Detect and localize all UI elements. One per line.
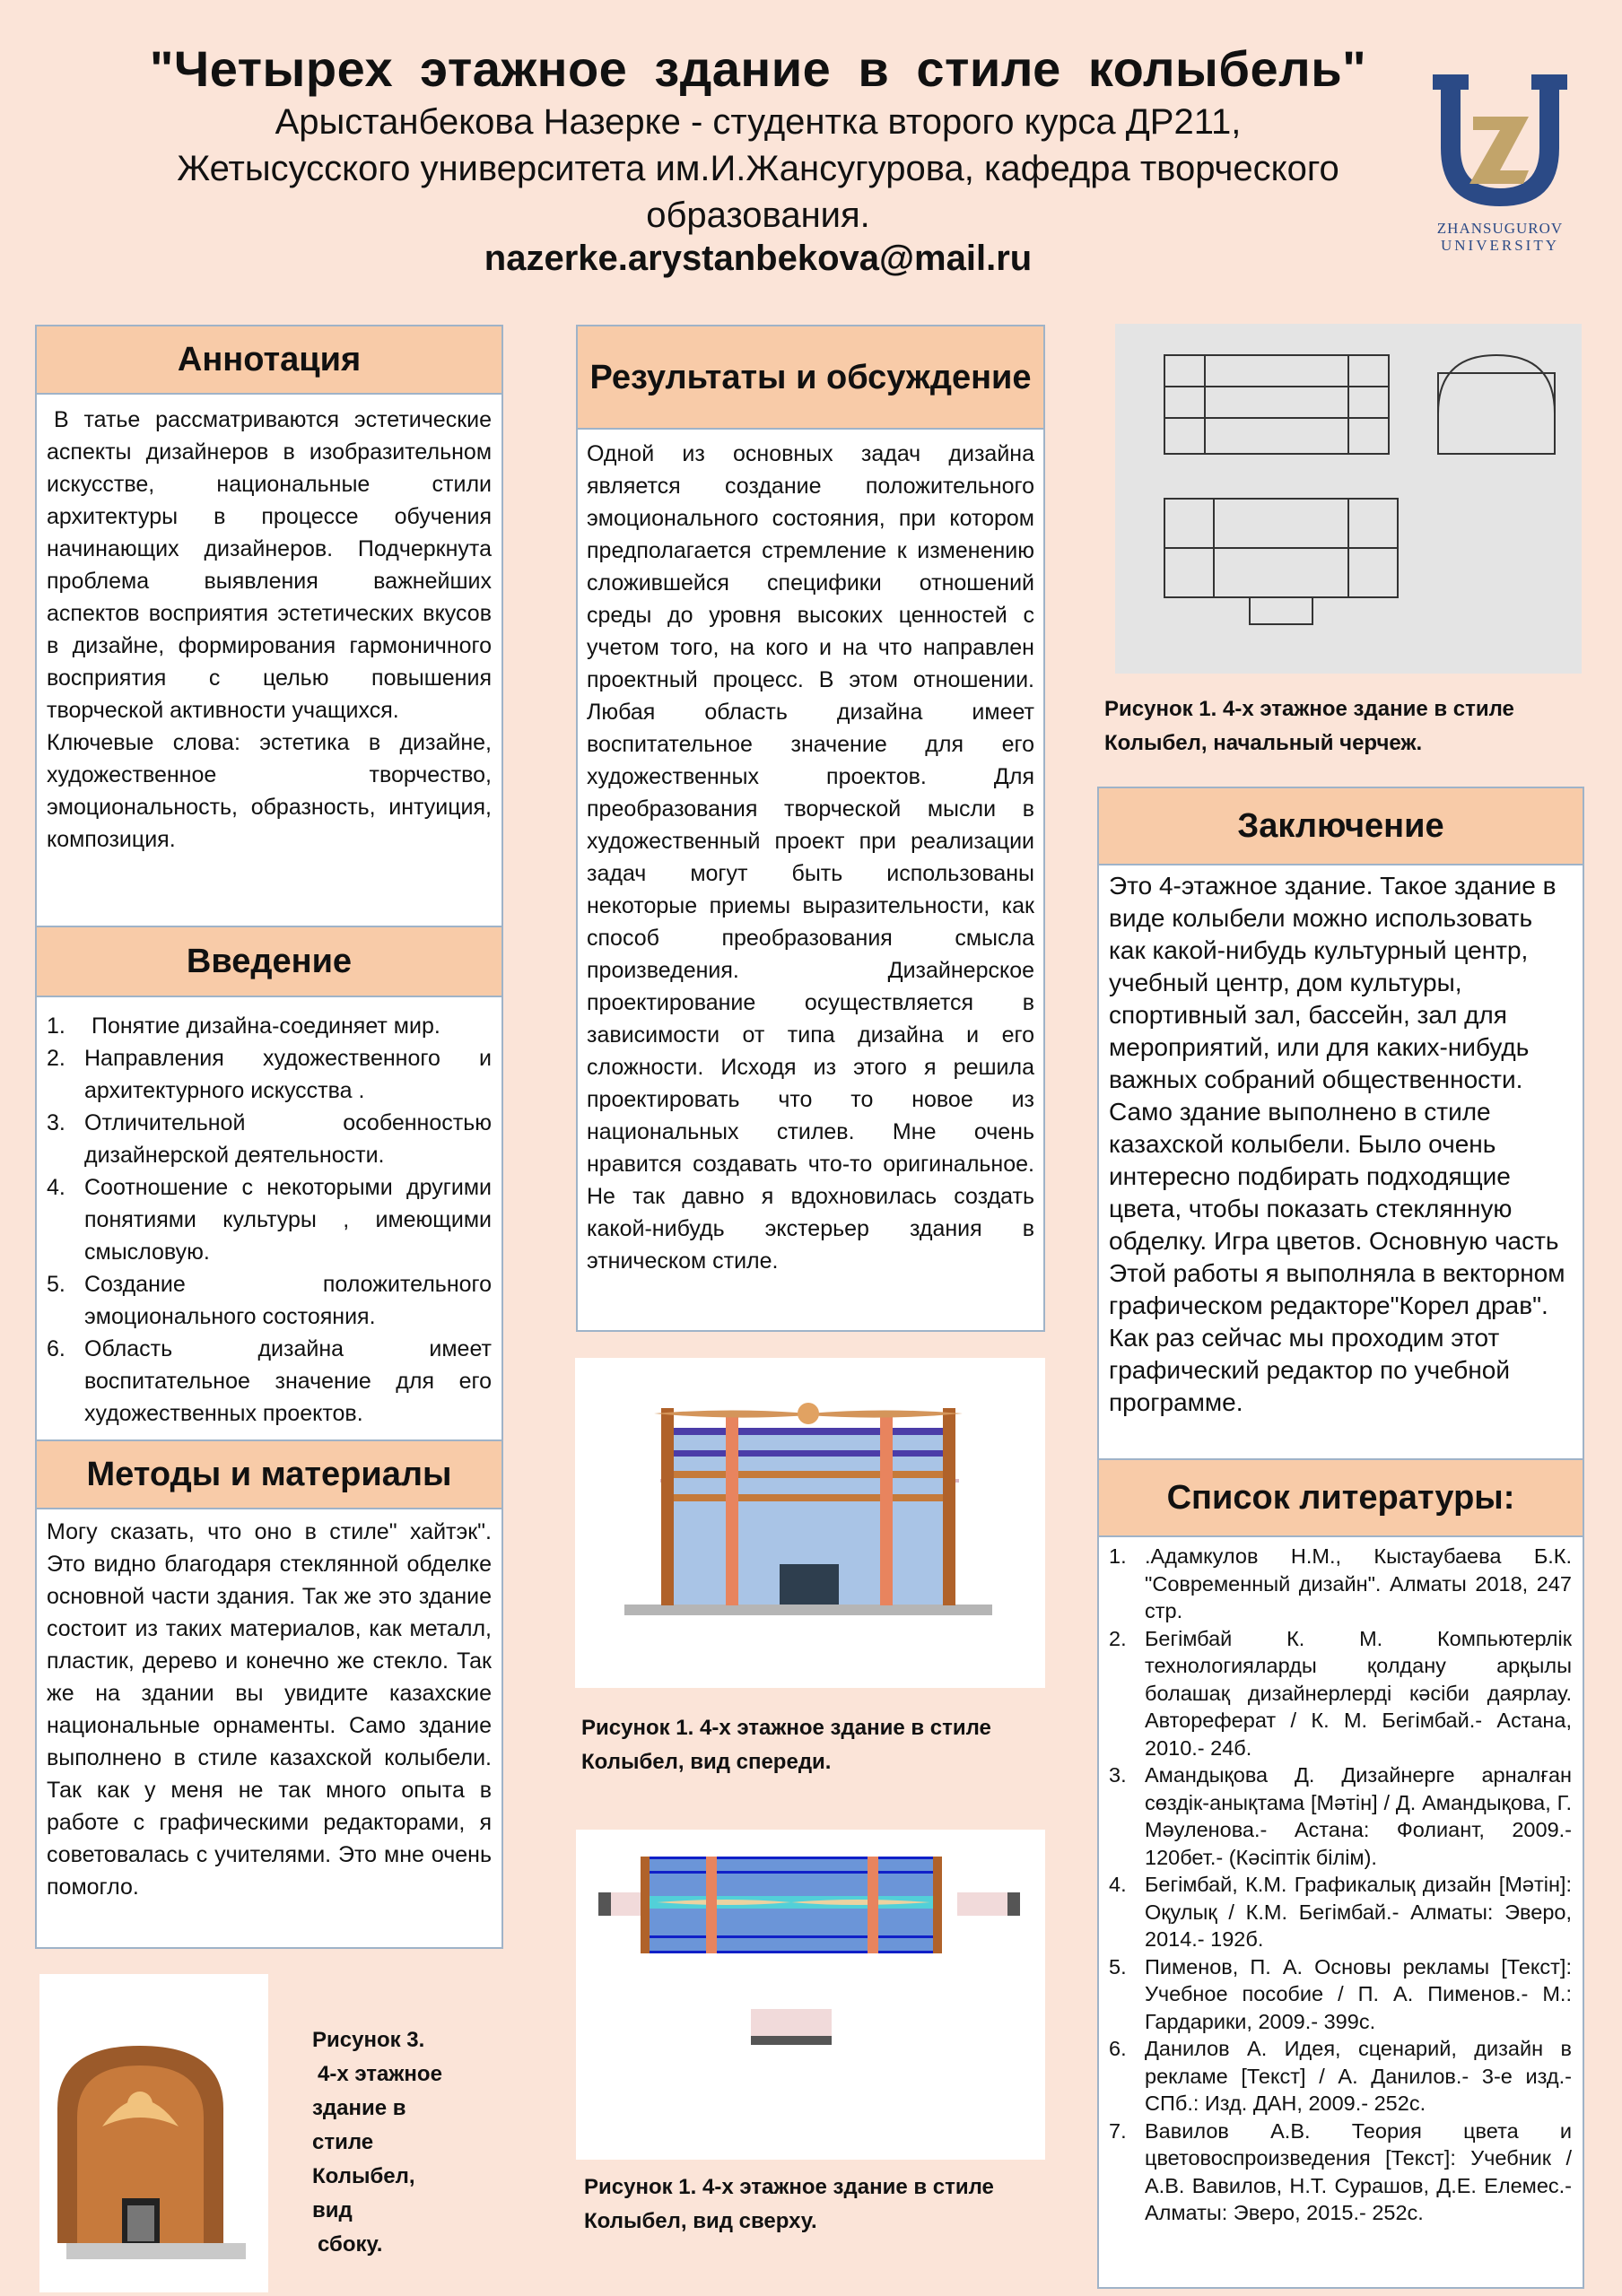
introduction-list xyxy=(47,1010,492,1430)
introduction-header: Введение xyxy=(35,926,503,997)
results-text: Одной из основных задач дизайна является создание положительного эмоционального состояния, при котором предполагается стремление к изменению сложившейся специфики отношений среды до уровня высоких ценностей с учетом того, на кого и на что направлен проектный процесс. В этом отношении. Любая область дизайна имеет воспитательное значение для его художественных проектов. Для преобразования творческой мысли в художественный проект при реализации задач могут быть использованы некоторые приемы выразительности, как способ преобразования смысла произведения. Дизайнерское проектирование осуществляется в зависимости от типа дизайна и его сложности. Исходя из этого я решила проектировать что то новое из национальных стилев. Мне очень нравится создавать что-то оригинальное. Не так давно я вдохновилась создать какой-нибудь экстерьер здания в этническом стиле. xyxy=(587,441,1034,1274)
reference-item: 7. Вавилов А.В. Теория цвета и цветовоспроизведения [Текст]: Учебник / А.В. Вавилов, Н.Т. Сурашов, Д.Е. Елемес.- Алматы: Эверо, 2015.- 252с. xyxy=(1109,2118,1572,2224)
figure-front-view xyxy=(575,1358,1045,1688)
list-item: 5. Создание положительного эмоционального состояния. xyxy=(47,1272,492,1329)
reference-item: 3. Амандықова Д. Дизайнерге арналған сөздік-анықтама [Мәтін] / Д. Амандықова, Г. Мәуленова.- Астана: Фолиант, 2009.- 120бет.- (Кәсіптік білім). xyxy=(1109,1763,1572,1869)
figure-top-caption: Рисунок 1. 4-х этажное здание в стиле Колыбел, вид сверху. xyxy=(584,2175,994,2233)
logo-text-line-2: UNIVERSITY xyxy=(1441,237,1559,254)
results-header: Результаты и обсуждение xyxy=(576,325,1045,430)
conclusion-header: Заключение xyxy=(1097,787,1584,865)
list-item: 1. Понятие дизайна-соединяет мир. xyxy=(47,1013,440,1039)
poster-title: "Четырех этажное здание в стиле колыбель" xyxy=(149,40,1367,97)
figure-side-view xyxy=(39,1974,268,2292)
figure-top-view xyxy=(576,1830,1045,2160)
logo-text-line-1: ZHANSUGUROV xyxy=(1436,220,1564,237)
annotation-paragraph: В татье рассматриваются эстетические аспекты дизайнеров в изобразительном искусстве, национальные стили архитектуры в процессе обучения начинающих дизайнеров. Подчеркнута проблема выявления важнейших аспектов восприятия эстетических вкусов в дизайне, формирования гармоничного восприятия с целью повышения творческой активности учащихся. xyxy=(47,407,492,723)
references-list xyxy=(1109,1543,1572,2227)
figure-front-caption: Рисунок 1. 4-х этажное здание в стиле Колыбел, вид спереди. xyxy=(581,1716,991,1774)
side-view-building-image xyxy=(39,1974,268,2292)
figure-initial-drawing xyxy=(1115,324,1582,674)
author-line-3: образования. xyxy=(646,196,870,235)
front-view-building-image xyxy=(575,1358,1045,1688)
reference-item: 4. Бегімбай, К.М. Графикалық дизайн [Мәтін]: Оқулық / К.М. Бегімбай.- Алматы: Эверо, 2014.- 192б. xyxy=(1109,1873,1572,1951)
list-item: 4. Соотношение с некоторыми другими понятиями культуры , имеющими смысловую. xyxy=(47,1175,492,1265)
list-item: 2. Направления художественного и архитектурного искусства . xyxy=(47,1046,492,1103)
reference-item: 6. Данилов А. Идея, сценарий, дизайн в рекламе [Текст] / А. Данилов.- 3-е изд.- СПб.: Изд. ДАН, 2009.- 252с. xyxy=(1109,2037,1572,2115)
list-item: 3. Отличительной особенностью дизайнерской деятельности. xyxy=(47,1110,492,1168)
figure-side-caption: Рисунок 3. 4-х этажное здание в стиле Колыбел, вид сбоку. xyxy=(312,2028,442,2257)
initial-drawing-image xyxy=(1115,324,1582,674)
uz-logo-icon xyxy=(1428,72,1572,215)
author-line-1: Арыстанбекова Назерке - студентка второго курса ДР211, xyxy=(275,102,1242,142)
annotation-text xyxy=(47,404,492,856)
figure-drawing-caption: Рисунок 1. 4-х этажное здание в стиле Колыбел, начальный черчеж. xyxy=(1104,697,1514,755)
methods-header: Методы и материалы xyxy=(35,1439,503,1509)
list-item: 6. Область дизайна имеет воспитательное значение для его художественных проектов. xyxy=(47,1336,492,1426)
top-view-building-image xyxy=(576,1830,1045,2160)
author-email: nazerke.arystanbekova@mail.ru xyxy=(484,239,1033,278)
conclusion-text: Это 4-этажное здание. Такое здание в виде колыбели можно использовать как какой-нибудь культурный центр, учебный центр, дом культуры, спортивный зал, бассейн, зал для мероприятий, или для каких-нибудь важных собраний общественности. Само здание выполнено в стиле казахской колыбели. Было очень интересно подбирать подходящие цвета, чтобы показать стеклянную обделку. Игра цветов. Основную часть Этой работы я выполняла в векторном графическом редакторе"Корел драв". Как раз сейчас мы проходим этот графический редактор по учебной программе. xyxy=(1109,872,1565,1416)
university-logo xyxy=(1428,72,1572,254)
methods-text: Могу сказать, что оно в стиле" хайтэк". Это видно благодаря стеклянной обделке основной части здания. Так же это здание состоит из таких материалов, как металл, пластик, дерево и конечно же стекло. Так же на здании вы увидите казахские национальные орнаменты. Само здание выполнено в стиле казахской колыбели. Так как у меня не так много опыта в работе с графическими редакторами, я советовалась с учителями. Это мне очень помогло. xyxy=(47,1519,492,1900)
annotation-keywords: Ключевые слова: эстетика в дизайне, художественное творчество, эмоциональность, образность, интуиция, композиция. xyxy=(47,730,492,852)
references-header: Список литературы: xyxy=(1097,1458,1584,1537)
annotation-header: Аннотация xyxy=(35,325,503,395)
reference-item: 2. Бегімбай К. М. Компьютерлік технологияларды қолдану арқылы болашақ дизайнерлерді кәсіби даярлау. Автореферат / К. М. Бегімбай.- Астана, 2010.- 24б. xyxy=(1109,1626,1572,1760)
reference-item: 1. .Адамкулов Н.М., Кыстаубаева Б.К. "Современный дизайн". Алматы 2018, 247 стр. xyxy=(1109,1544,1572,1622)
author-line-2: Жетысусского университета им.И.Жансугурова, кафедра творческого xyxy=(177,149,1339,188)
reference-item: 5. Пименов, П. А. Основы рекламы [Текст]: Учебное пособие / П. А. Пименов.- М.: Гардарики, 2009.- 399с. xyxy=(1109,1954,1572,2033)
